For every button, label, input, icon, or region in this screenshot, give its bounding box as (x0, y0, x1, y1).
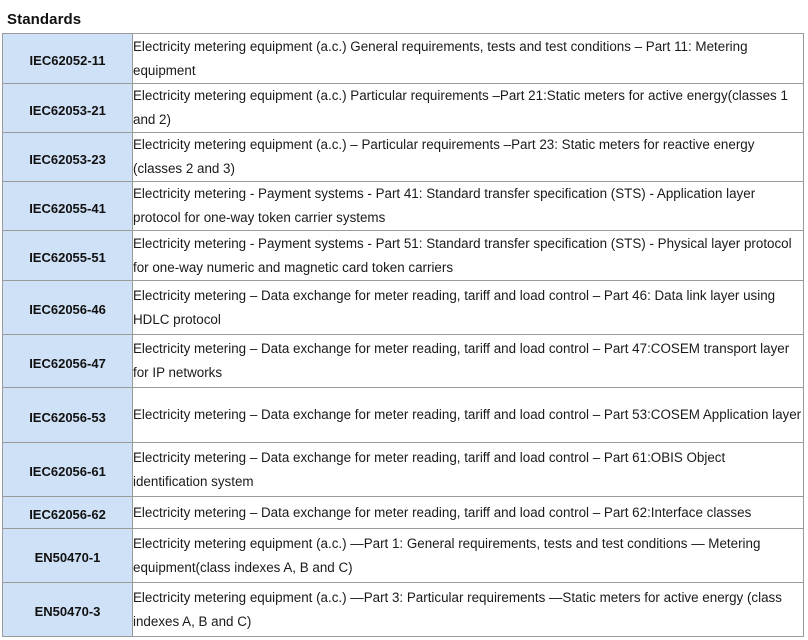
page-title: Standards (7, 11, 82, 28)
table-row (3, 443, 804, 497)
standard-code: IEC62056-61 (3, 443, 133, 497)
standard-description: Electricity metering equipment (a.c.) —Part 1: General requirements, tests and test conditions — Metering equipment(class indexes A, B and C) (133, 529, 804, 583)
standard-code: IEC62056-53 (3, 388, 133, 443)
standard-code: IEC62055-51 (3, 231, 133, 281)
standard-code: EN50470-1 (3, 529, 133, 583)
table-row (3, 583, 804, 637)
table-row (3, 529, 804, 583)
table-row (3, 388, 804, 443)
standard-code: IEC62053-23 (3, 133, 133, 182)
table-row (3, 497, 804, 529)
standard-description: Electricity metering – Data exchange for meter reading, tariff and load control – Part 46: Data link layer using HDLC protocol (133, 281, 804, 335)
table-row (3, 335, 804, 388)
standard-description: Electricity metering – Data exchange for meter reading, tariff and load control – Part 53:COSEM Application layer (133, 388, 804, 443)
standards-table (2, 33, 804, 637)
standard-code: IEC62055-41 (3, 182, 133, 231)
table-row (3, 84, 804, 133)
table-row (3, 182, 804, 231)
standard-description: Electricity metering - Payment systems - Part 51: Standard transfer specification (STS) - Physical layer protocol for one-way numeric and magnetic card token carriers (133, 231, 804, 281)
standard-code: IEC62052-11 (3, 34, 133, 84)
table-row (3, 281, 804, 335)
standard-description: Electricity metering – Data exchange for meter reading, tariff and load control – Part 62:Interface classes (133, 497, 804, 529)
standard-description: Electricity metering – Data exchange for meter reading, tariff and load control – Part 47:COSEM transport layer for IP networks (133, 335, 804, 388)
standard-code: IEC62056-47 (3, 335, 133, 388)
standard-code: EN50470-3 (3, 583, 133, 637)
standard-description: Electricity metering – Data exchange for meter reading, tariff and load control – Part 61:OBIS Object identification system (133, 443, 804, 497)
standard-code: IEC62056-62 (3, 497, 133, 529)
table-row (3, 133, 804, 182)
table-row (3, 34, 804, 84)
standard-description: Electricity metering equipment (a.c.) —Part 3: Particular requirements —Static meters for active energy (class indexes A, B and C) (133, 583, 804, 637)
table-row (3, 231, 804, 281)
standard-description: Electricity metering equipment (a.c.) Particular requirements –Part 21:Static meters for active energy(classes 1 and 2) (133, 84, 804, 133)
standard-description: Electricity metering - Payment systems - Part 41: Standard transfer specification (STS) - Application layer protocol for one-way token carrier systems (133, 182, 804, 231)
standard-description: Electricity metering equipment (a.c.) General requirements, tests and test conditions – Part 11: Metering equipment (133, 34, 804, 84)
standard-code: IEC62056-46 (3, 281, 133, 335)
standard-description: Electricity metering equipment (a.c.) – Particular requirements –Part 23: Static meters for reactive energy (classes 2 and 3) (133, 133, 804, 182)
standard-code: IEC62053-21 (3, 84, 133, 133)
